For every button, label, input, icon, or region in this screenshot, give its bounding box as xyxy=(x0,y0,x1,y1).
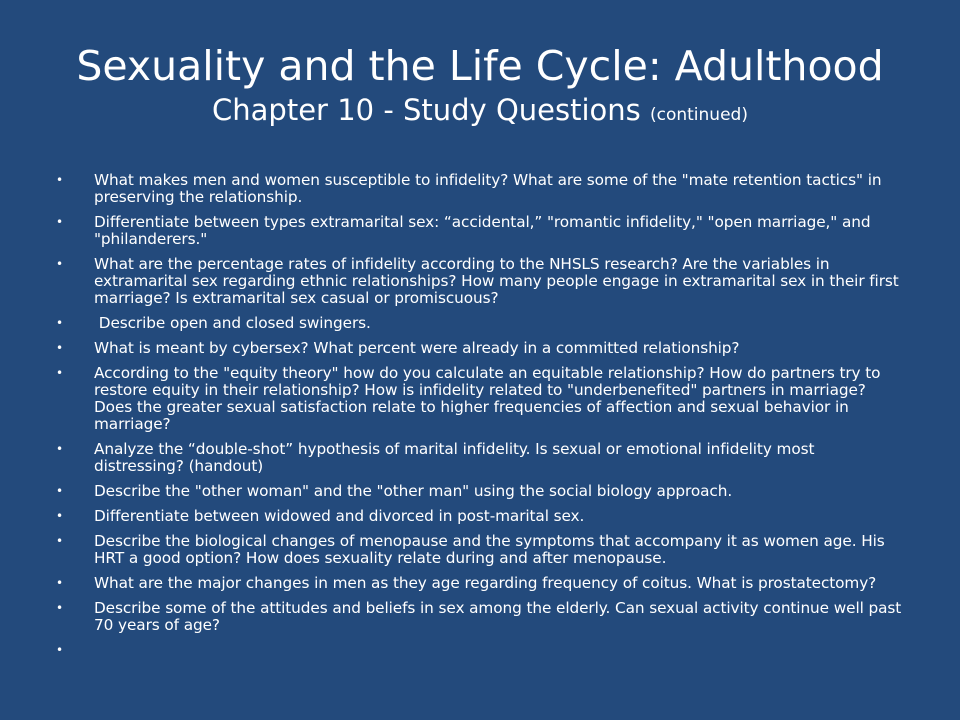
bullet-icon: • xyxy=(56,534,63,548)
title-block xyxy=(0,40,960,133)
bullet-icon: • xyxy=(56,643,63,657)
subtitle-suffix: (continued) xyxy=(649,105,748,125)
bullet-icon: • xyxy=(56,442,63,456)
bullet-icon: • xyxy=(56,316,63,330)
list-item xyxy=(56,172,906,206)
bullet-icon: • xyxy=(56,215,63,229)
question-text: Differentiate between types extramarital sex: “accidental,” "romantic infidelity," "open marriage," and "philanderers." xyxy=(94,213,871,248)
study-questions-list xyxy=(56,171,906,657)
bullet-icon: • xyxy=(56,601,63,615)
subtitle-text: Chapter 10 - Study Questions xyxy=(212,93,641,127)
list-item xyxy=(56,365,906,433)
question-text: What is meant by cybersex? What percent were already in a committed relationship? xyxy=(94,339,740,357)
question-text: Describe open and closed swingers. xyxy=(94,314,371,332)
question-text: What are the major changes in men as they age regarding frequency of coitus. What is prostatectomy? xyxy=(94,574,877,592)
question-text: What makes men and women susceptible to infidelity? What are some of the "mate retention tactics" in preserving the relationship. xyxy=(94,171,882,206)
bullet-icon: • xyxy=(56,173,63,187)
question-text: Analyze the “double-shot” hypothesis of marital infidelity. Is sexual or emotional infidelity most distressing? (handout) xyxy=(94,440,815,475)
question-text: Describe the biological changes of menopause and the symptoms that accompany it as women age. His HRT a good option? How does sexuality relate during and after menopause. xyxy=(94,532,885,567)
list-item xyxy=(56,483,906,500)
bullet-icon: • xyxy=(56,366,63,380)
list-item xyxy=(56,575,906,592)
bullet-icon: • xyxy=(56,341,63,355)
question-text: Differentiate between widowed and divorced in post-marital sex. xyxy=(94,507,585,525)
bullet-icon: • xyxy=(56,509,63,523)
slide-subtitle xyxy=(0,92,960,133)
list-item xyxy=(56,256,906,307)
list-item xyxy=(56,441,906,475)
bullet-icon: • xyxy=(56,257,63,271)
list-item xyxy=(56,600,906,634)
bullet-icon: • xyxy=(56,576,63,590)
list-item xyxy=(56,315,906,332)
question-text: Describe the "other woman" and the "other man" using the social biology approach. xyxy=(94,482,733,500)
slide-title: Sexuality and the Life Cycle: Adulthood xyxy=(76,42,884,90)
question-text: Describe some of the attitudes and beliefs in sex among the elderly. Can sexual activity continue well past 70 years of age? xyxy=(94,599,902,634)
list-item xyxy=(56,340,906,357)
bullet-icon: • xyxy=(56,484,63,498)
list-item xyxy=(56,508,906,525)
question-text: According to the "equity theory" how do you calculate an equitable relationship? How do partners try to restore equity in their relationship? How is infidelity related to "underbenefited" partners in marriage? Does the greater sexual satisfaction relate to higher frequencies of affection and sexual behavior in marriage? xyxy=(94,364,881,433)
list-item xyxy=(56,214,906,248)
question-text: What are the percentage rates of infidelity according to the NHSLS research? Are the variables in extramarital sex regarding ethnic relationships? How many people engage in extramarital sex in their first marriage? Is extramarital sex casual or promiscuous? xyxy=(94,255,899,307)
list-item xyxy=(56,533,906,567)
